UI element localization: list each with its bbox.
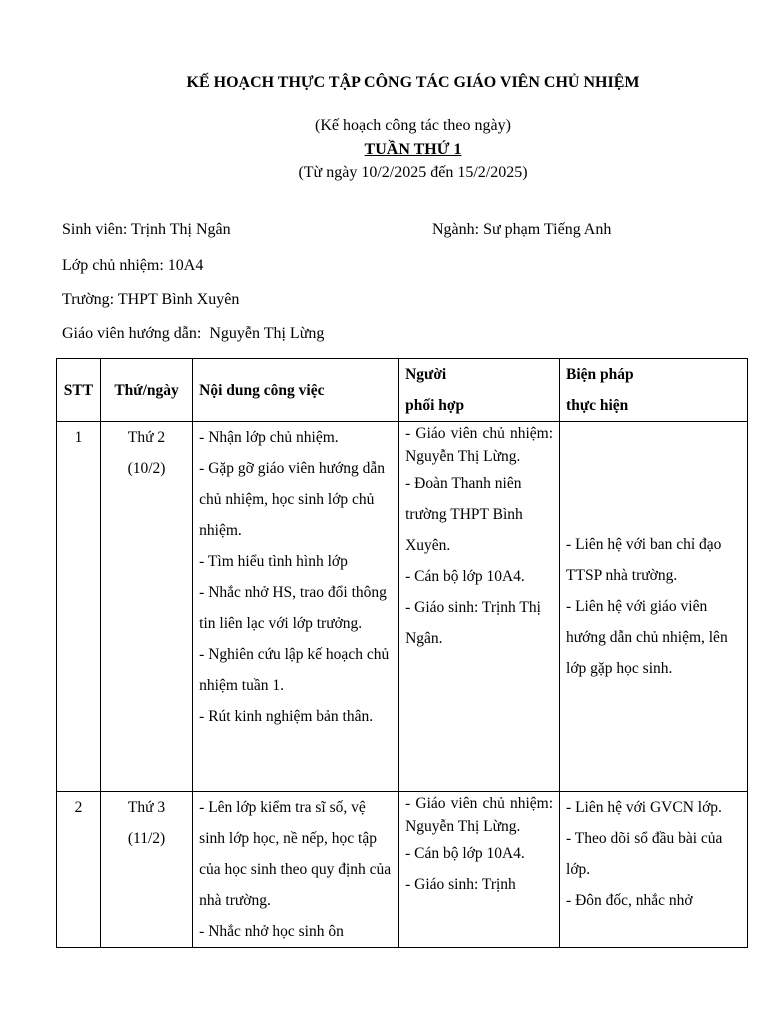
header-partner: [399, 359, 560, 422]
method-item: - Liên hệ với giáo viên hướng dẫn chủ nhiệm, lên lớp gặp học sinh.: [566, 598, 728, 677]
header-partner-line1: Người: [405, 366, 447, 383]
header-method-line2: thực hiện: [566, 397, 629, 414]
student-name: Sinh viên: Trịnh Thị Ngân: [62, 221, 231, 238]
supervisor-name: Giáo viên hướng dẫn: Nguyễn Thị Lừng: [62, 325, 325, 342]
row-day-name: Thứ 2: [127, 429, 166, 446]
row-day: [100, 792, 192, 948]
method-item: - Theo dõi sổ đầu bài của lớp.: [566, 830, 723, 878]
school-name: Trường: THPT Bình Xuyên: [62, 291, 240, 308]
partner-item: - Cán bộ lớp 10A4.: [405, 568, 525, 585]
document-subtitle: (Kế hoạch công tác theo ngày): [315, 117, 511, 134]
partner-item: - Giáo viên chủ nhiệm: Nguyễn Thị Lừng.: [405, 425, 554, 465]
content-item: - Lên lớp kiểm tra sĩ số, vệ sinh lớp học, nề nếp, học tập của học sinh theo quy định của nhà trường.: [199, 799, 392, 909]
content-item: - Rút kinh nghiệm bản thân.: [199, 708, 374, 725]
row-stt: 2: [57, 792, 101, 948]
row-method: [560, 792, 748, 948]
method-item: - Liên hệ với ban chỉ đạo TTSP nhà trường.: [566, 536, 722, 584]
content-item: - Nhận lớp chủ nhiệm.: [199, 429, 339, 446]
header-stt: STT: [57, 359, 101, 422]
partner-item: - Giáo sinh: Trịnh: [405, 876, 516, 893]
date-range: (Từ ngày 10/2/2025 đến 15/2/2025): [298, 164, 528, 181]
partner-item: - Giáo sinh: Trịnh Thị Ngân.: [405, 599, 541, 647]
content-item: - Nghiên cứu lập kế hoạch chủ nhiệm tuần 1.: [199, 646, 390, 694]
row-stt: 1: [57, 422, 101, 792]
row-content: [193, 792, 399, 948]
header-method-line1: Biện pháp: [566, 366, 634, 383]
row-day-date: (10/2): [127, 460, 166, 477]
content-item: - Nhắc nhở học sinh ôn: [199, 923, 344, 940]
plan-table: [56, 358, 748, 948]
row-method: [560, 422, 748, 792]
partner-item: - Cán bộ lớp 10A4.: [405, 845, 525, 862]
partner-item: - Đoàn Thanh niên trường THPT Bình Xuyên.: [405, 475, 523, 554]
content-item: - Gặp gỡ giáo viên hướng dẫn chủ nhiệm, học sinh lớp chủ nhiệm.: [199, 460, 385, 539]
week-heading: [0, 141, 768, 159]
row-partner: [399, 792, 560, 948]
homeroom-class: Lớp chủ nhiệm: 10A4: [62, 257, 204, 274]
table-row: [57, 792, 748, 948]
method-item: - Liên hệ với GVCN lớp.: [566, 799, 722, 816]
row-day-name: Thứ 3: [127, 799, 166, 816]
partner-item: - Giáo viên chủ nhiệm: Nguyễn Thị Lừng.: [405, 795, 554, 835]
major-field: Ngành: Sư phạm Tiếng Anh: [432, 221, 612, 238]
header-day: Thứ/ngày: [100, 359, 192, 422]
method-item: - Đôn đốc, nhắc nhở: [566, 892, 693, 909]
document-title: KẾ HOẠCH THỰC TẬP CÔNG TÁC GIÁO VIÊN CHỦ NHIỆM: [186, 74, 640, 91]
content-item: - Tìm hiểu tình hình lớp: [199, 553, 348, 570]
header-partner-line2: phối hợp: [405, 397, 465, 414]
header-method: [560, 359, 748, 422]
week-label: TUẦN THỨ 1: [364, 141, 462, 158]
row-day: [100, 422, 192, 792]
table-header-row: [57, 359, 748, 422]
table-row: [57, 422, 748, 792]
row-day-date: (11/2): [127, 830, 166, 847]
header-content: Nội dung công việc: [193, 359, 399, 422]
row-content: [193, 422, 399, 792]
row-partner: [399, 422, 560, 792]
content-item: - Nhắc nhở HS, trao đổi thông tin liên lạc với lớp trưởng.: [199, 584, 387, 632]
